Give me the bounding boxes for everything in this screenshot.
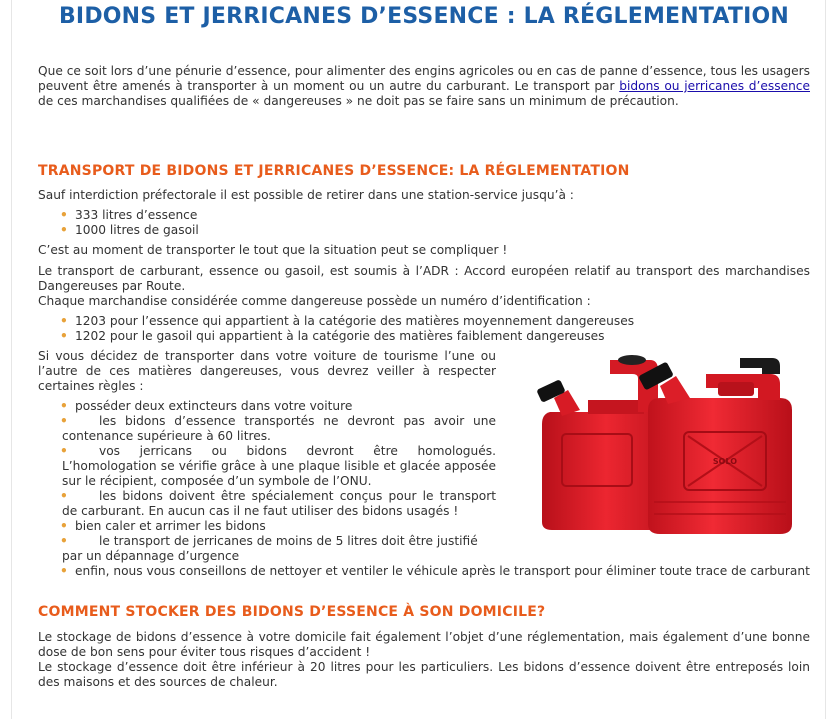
section2-heading: COMMENT STOCKER DES BIDONS D’ESSENCE À SON DOMICILE? (38, 604, 546, 620)
list-item: • 1202 pour le gasoil qui appartient à la catégorie des matières faiblement dangereuses (38, 329, 810, 344)
section2-p2: Le stockage d’essence doit être inférieur à 20 litres pour les particuliers. Les bidons d’essence doivent être entreposés loin des maisons et des sources de chaleur. (38, 660, 810, 689)
jerrycan-front (638, 358, 792, 534)
ids-list (38, 314, 810, 344)
svg-text:SOLO: SOLO (712, 457, 738, 466)
section1-p1: Sauf interdiction préfectorale il est possible de retirer dans une station-service jusqu’à : (38, 188, 574, 202)
intro-text-2: de ces marchandises qualifiées de « dangereuses » ne doit pas se faire sans un minimum de précaution. (38, 94, 679, 108)
intro-text-1: Que ce soit lors d’une pénurie d’essence, pour alimenter des engins agricoles ou en cas de panne d’essence, tous les usagers peuvent être amenés à transporter à un moment ou un autre du carburant. Le transport par (38, 64, 810, 93)
section1-heading: TRANSPORT DE BIDONS ET JERRICANES D’ESSENCE: LA RÉGLEMENTATION (38, 163, 630, 179)
limits-list (38, 208, 810, 238)
section1-p2: C’est au moment de transporter le tout que la situation peut se compliquer ! (38, 243, 508, 257)
page-title: BIDONS ET JERRICANES D’ESSENCE : LA RÉGLEMENTATION (58, 4, 790, 29)
list-item: • vos jerricans ou bidons devront être homologués. L’homologation se vérifie grâce à une plaque lisible et glacée apposée sur le récipient, composée d’un symbole de l’ONU. (38, 444, 496, 489)
rules-list (38, 399, 496, 564)
list-item: • 1203 pour l’essence qui appartient à la catégorie des matières moyennement dangereuses (38, 314, 810, 329)
list-item: • les bidons d’essence transportés ne devront pas avoir une contenance supérieure à 60 litres. (38, 414, 496, 444)
section1-p4: Chaque marchandise considérée comme dangereuse possède un numéro d’identification : (38, 294, 591, 308)
article (38, 0, 810, 689)
list-item: • posséder deux extincteurs dans votre voiture (38, 399, 496, 414)
list-item: • enfin, nous vous conseillons de nettoyer et ventiler le véhicule après le transport pour éliminer toute trace de carburant (38, 564, 810, 579)
list-item: • le transport de jerricanes de moins de 5 litres doit être justifié par un dépannage d’urgence (38, 534, 496, 564)
jerricans-link[interactable]: bidons ou jerricanes d’essence (619, 79, 810, 93)
list-item: • les bidons doivent être spécialement conçus pour le transport de carburant. En aucun cas il ne faut utiliser des bidons usagés ! (38, 489, 496, 519)
rules-list-end (38, 564, 810, 579)
section1-p3: Le transport de carburant, essence ou gasoil, est soumis à l’ADR : Accord européen relatif au transport des marchandises Dangereuses par Route. (38, 264, 810, 293)
page-frame (11, 0, 826, 719)
intro-paragraph (38, 64, 810, 109)
list-item: • bien caler et arrimer les bidons (38, 519, 496, 534)
section2-p1: Le stockage de bidons d’essence à votre domicile fait également l’objet d’une réglementation, mais également d’une bonne dose de bon sens pour éviter tous risques d’accident ! (38, 630, 810, 659)
section1-p5: Si vous décidez de transporter dans votre voiture de tourisme l’une ou l’autre de ces matières dangereuses, vous devrez veiller à respecter certaines règles : (38, 349, 496, 393)
list-item: • 1000 litres de gasoil (38, 223, 810, 238)
red-jerrycans-image (510, 352, 810, 542)
list-item: • 333 litres d’essence (38, 208, 810, 223)
